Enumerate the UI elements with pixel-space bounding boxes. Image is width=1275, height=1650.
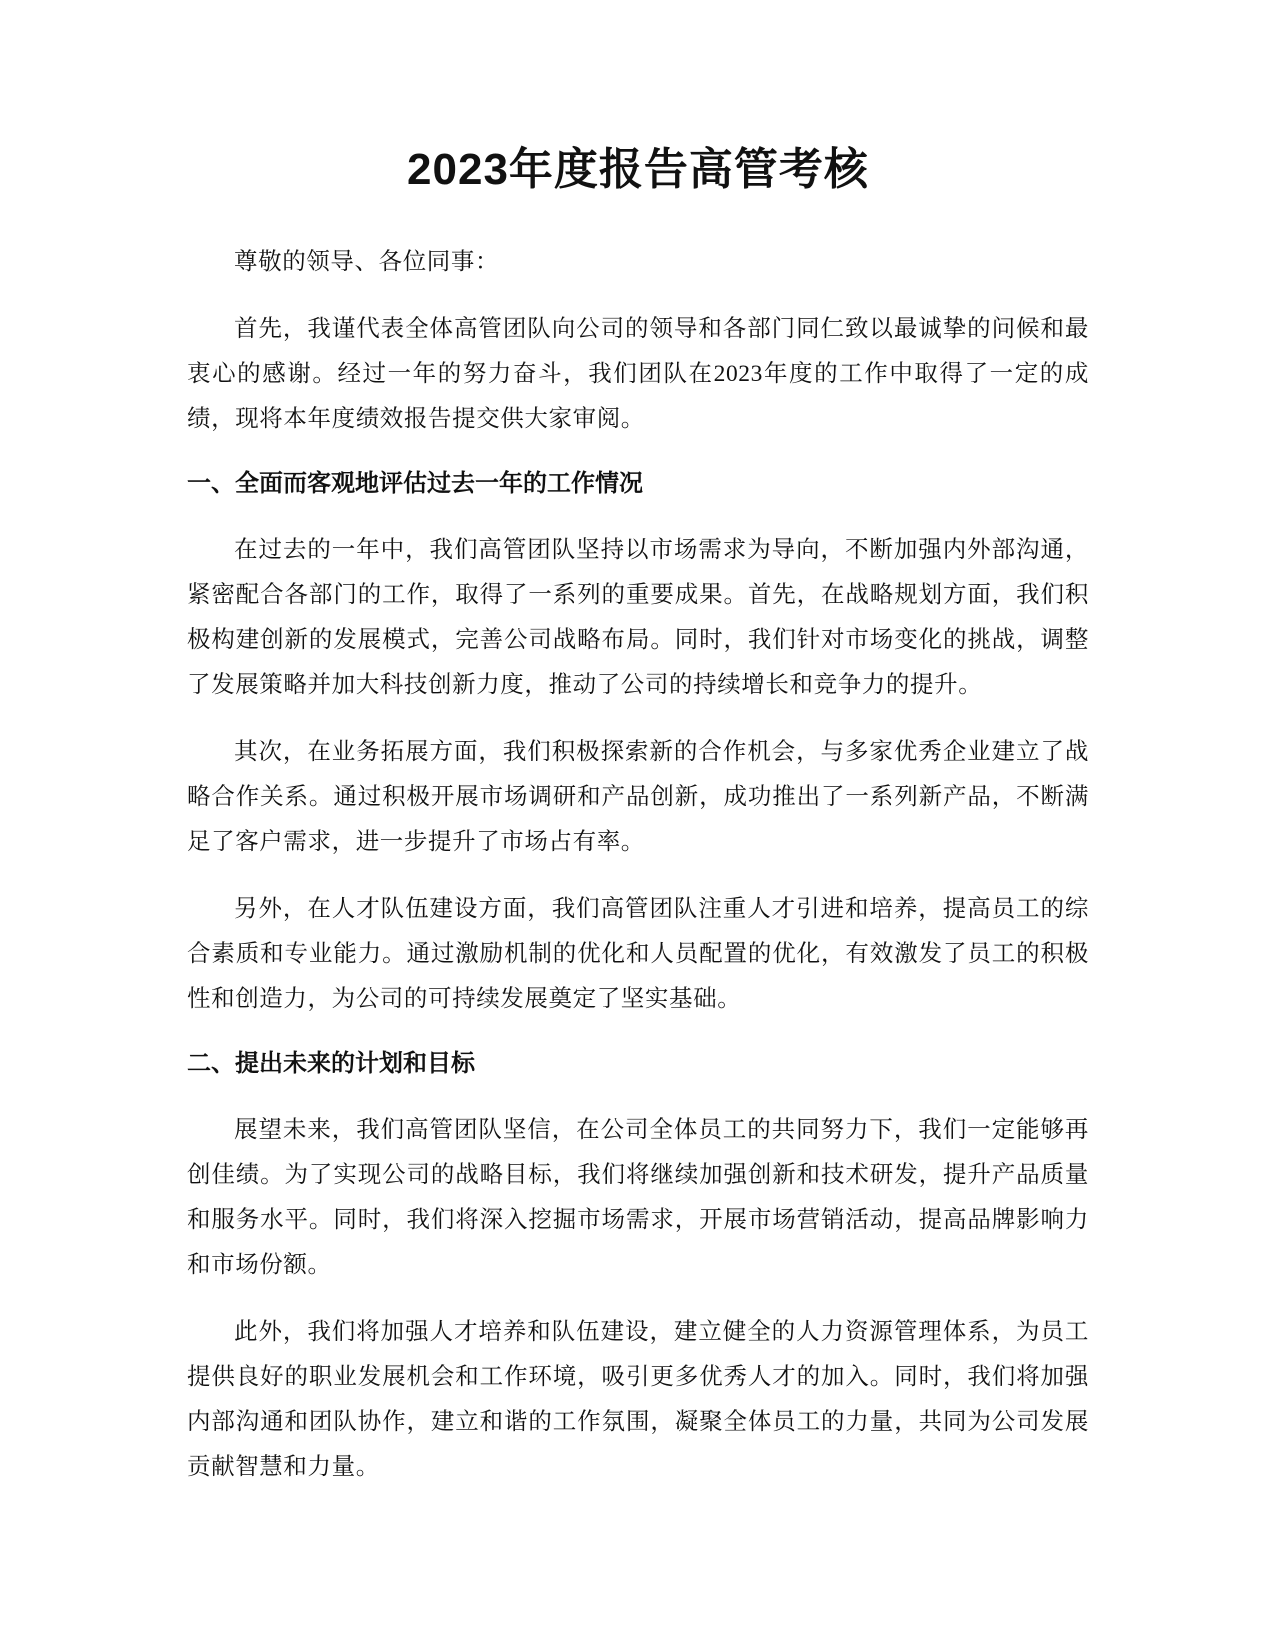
body-paragraph: 另外，在人才队伍建设方面，我们高管团队注重人才引进和培养，提高员工的综合素质和专业能力。通过激励机制的优化和人员配置的优化，有效激发了员工的积极性和创造力，为公司的可持续发展奠定了坚实基础。 [187, 896, 1089, 1012]
section-review [187, 464, 1089, 1022]
greeting-paragraph: 尊敬的领导、各位同事： [234, 249, 500, 275]
body-paragraph: 此外，我们将加强人才培养和队伍建设，建立健全的人力资源管理体系，为员工提供良好的职业发展机会和工作环境，吸引更多优秀人才的加入。同时，我们将加强内部沟通和团队协作，建立和谐的工作氛围，凝聚全体员工的力量，共同为公司发展贡献智慧和力量。 [187, 1319, 1089, 1480]
section-plans [187, 1044, 1089, 1490]
section-heading: 二、提出未来的计划和目标 [187, 1050, 475, 1077]
intro-paragraph: 首先，我谨代表全体高管团队向公司的领导和各部门同仁致以最诚挚的问候和最衷心的感谢。经过一年的努力奋斗，我们团队在2023年度的工作中取得了一定的成绩，现将本年度绩效报告提交供大家审阅。 [187, 316, 1089, 432]
document-body [187, 140, 1089, 1512]
body-paragraph: 其次，在业务拓展方面，我们积极探索新的合作机会，与多家优秀企业建立了战略合作关系。通过积极开展市场调研和产品创新，成功推出了一系列新产品，不断满足了客户需求，进一步提升了市场占有率。 [187, 739, 1089, 855]
document-title: 2023年度报告高管考核 [407, 145, 869, 194]
section-heading: 一、全面而客观地评估过去一年的工作情况 [187, 470, 643, 497]
body-paragraph: 在过去的一年中，我们高管团队坚持以市场需求为导向，不断加强内外部沟通，紧密配合各部门的工作，取得了一系列的重要成果。首先，在战略规划方面，我们积极构建创新的发展模式，完善公司战略布局。同时，我们针对市场变化的挑战，调整了发展策略并加大科技创新力度，推动了公司的持续增长和竞争力的提升。 [187, 537, 1089, 698]
body-paragraph: 展望未来，我们高管团队坚信，在公司全体员工的共同努力下，我们一定能够再创佳绩。为了实现公司的战略目标，我们将继续加强创新和技术研发，提升产品质量和服务水平。同时，我们将深入挖掘市场需求，开展市场营销活动，提高品牌影响力和市场份额。 [187, 1117, 1089, 1278]
